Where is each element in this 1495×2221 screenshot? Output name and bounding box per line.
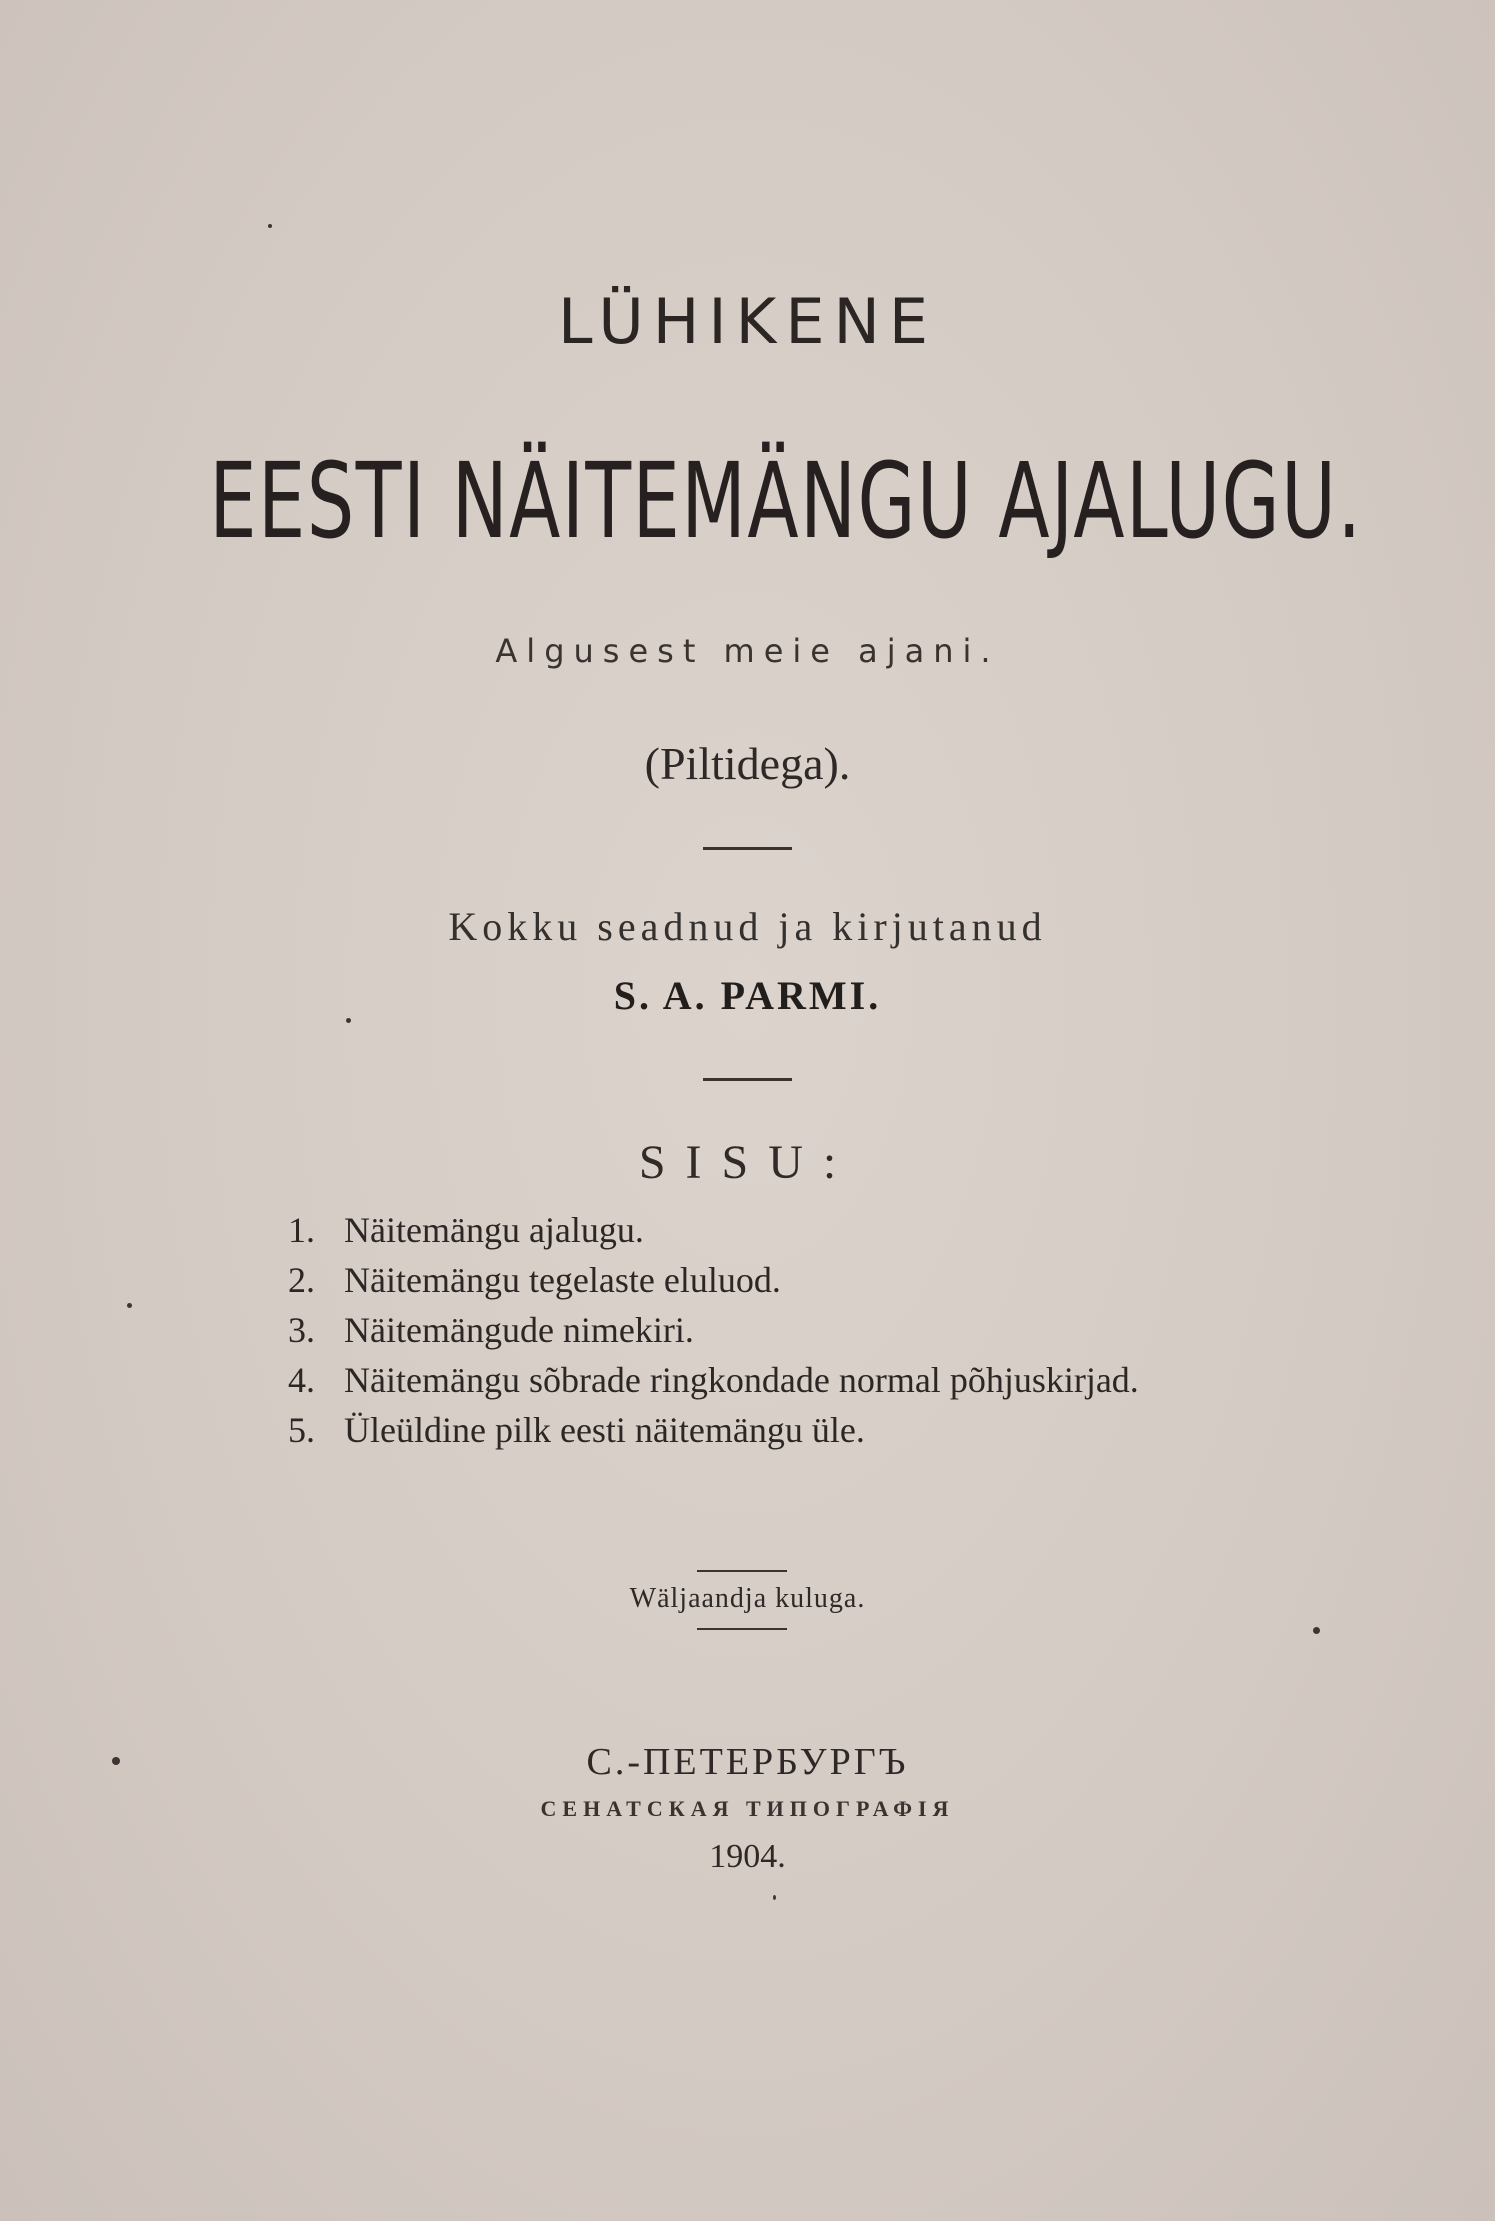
list-item [288, 1255, 1139, 1305]
compiled-by: Kokku seadnud ja kirjutanud [448, 904, 1047, 949]
imprint-city: С.-ПЕТЕРБУРГЪ [586, 1741, 909, 1783]
subtitle: Algusest meie ajani. [495, 632, 1000, 670]
item-number: 5. [288, 1410, 315, 1450]
list-item [288, 1205, 1139, 1255]
list-item [288, 1305, 1139, 1355]
paper-speck [127, 1303, 132, 1308]
author-name: S. A. PARMI. [613, 973, 882, 1018]
item-text: Näitemängu tegelaste eluluod. [344, 1260, 781, 1300]
item-number: 4. [288, 1360, 315, 1400]
item-number: 3. [288, 1310, 315, 1350]
paper-speck [1313, 1627, 1320, 1634]
item-text: Näitemängude nimekiri. [344, 1310, 694, 1350]
divider-rule [697, 1570, 787, 1572]
divider-rule [697, 1628, 787, 1630]
item-text: Näitemängu sõbrade ringkondade normal põhjuskirjad. [344, 1360, 1139, 1400]
divider-rule [703, 847, 792, 850]
item-number: 2. [288, 1260, 315, 1300]
list-item [288, 1405, 1139, 1455]
main-title: EESTI NÄITEMÄNGU AJALUGU. [209, 440, 1363, 562]
paper-speck [112, 1757, 120, 1765]
contents-list [288, 1205, 1139, 1455]
paper-speck [346, 1018, 351, 1023]
imprint-year: 1904. [709, 1838, 786, 1875]
contents-heading: SISU: [638, 1136, 857, 1189]
illustrations-note: (Piltidega). [644, 738, 851, 789]
list-item [288, 1355, 1139, 1405]
item-number: 1. [288, 1210, 315, 1250]
item-text: Üleüldine pilk eesti näitemängu üle. [344, 1410, 865, 1450]
supertitle: LÜHIKENE [557, 285, 938, 358]
paper-speck [773, 1895, 776, 1900]
publisher-note: Wäljaandja kuluga. [629, 1583, 866, 1614]
divider-rule [703, 1078, 792, 1081]
imprint-printer: СЕНАТСКАЯ ТИПОГРАФІЯ [540, 1796, 955, 1821]
paper-speck [268, 224, 272, 228]
item-text: Näitemängu ajalugu. [344, 1210, 644, 1250]
